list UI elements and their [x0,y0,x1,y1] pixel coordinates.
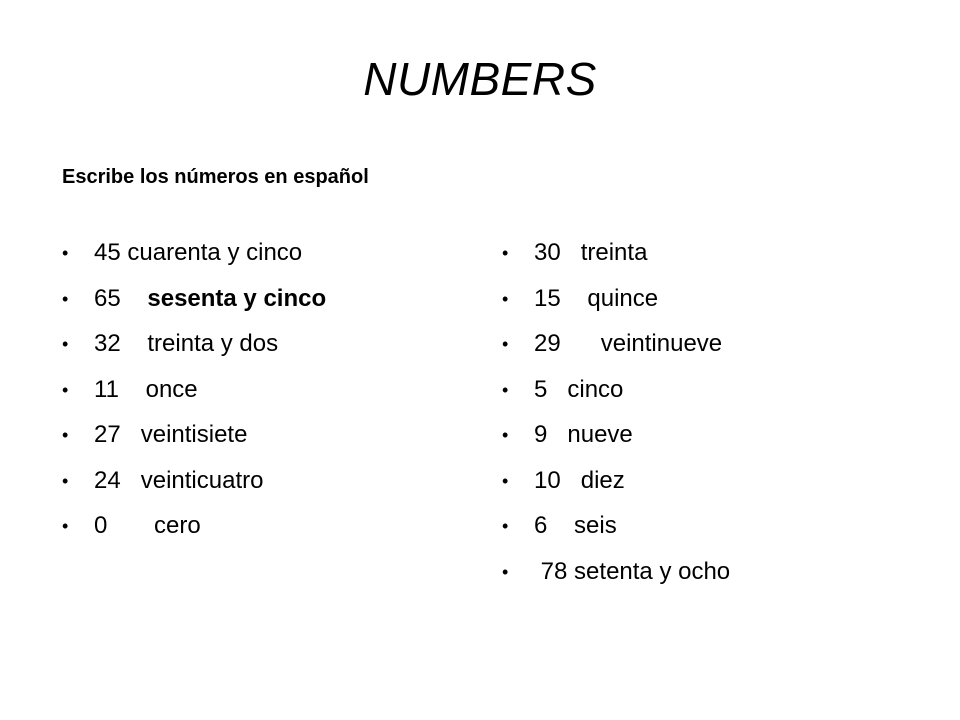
number-gap [547,376,567,403]
number-word: once [145,375,198,403]
number-entry [534,414,633,456]
bullet-icon: • [62,425,69,445]
bullet-icon: • [62,334,69,354]
number-word: cinco [567,375,624,403]
number-gap [547,421,567,448]
number-value: 11 [94,375,119,403]
number-entry [94,278,326,320]
number-gap [107,512,154,539]
number-word: sesenta y cinco [147,284,327,312]
slide-subtitle: Escribe los números en español [62,166,369,188]
number-entry [534,460,625,502]
number-entry [534,278,658,320]
list-item [502,460,922,506]
number-word: setenta y ocho [574,557,731,585]
number-entry [534,232,647,274]
number-entry [94,460,263,502]
list-item [62,505,462,551]
bullet-icon: • [502,288,509,309]
number-word: nueve [567,421,633,448]
list-item [62,323,462,369]
number-gap [561,239,581,266]
number-entry [94,414,247,456]
bullet-icon: • [502,561,509,582]
list-item [502,414,922,460]
number-value: 65 [94,284,121,312]
list-item [62,232,462,278]
number-entry [94,505,201,547]
number-value: 45 [94,239,121,266]
number-value: 29 [534,330,561,357]
list-item [62,369,462,415]
number-word: seis [574,512,617,539]
list-item [502,232,922,278]
number-word: treinta y dos [147,330,279,357]
bullet-icon: • [502,243,509,263]
number-word: quince [587,284,659,312]
list-item [502,369,922,415]
number-gap [121,421,141,448]
number-word: treinta [580,239,648,266]
number-word: veintisiete [140,421,248,448]
number-value: 27 [94,421,121,448]
number-entry [94,369,198,411]
number-entry [534,369,623,411]
list-item [62,414,462,460]
number-word: veintinueve [600,330,723,357]
number-value: 9 [534,421,548,448]
number-word: cuarenta y cinco [127,239,303,266]
number-value: 32 [94,330,121,357]
bullet-icon: • [62,243,69,263]
bullet-icon: • [62,516,69,536]
bullet-icon: • [502,379,509,400]
number-entry [534,551,730,593]
number-value: 78 [540,557,568,585]
list-item [502,323,922,369]
number-word: diez [580,466,625,494]
bullet-icon: • [502,425,509,445]
number-entry [94,232,302,274]
list-item [502,551,922,597]
left-number-list [62,232,462,551]
number-value: 24 [94,466,121,494]
list-item [62,460,462,506]
number-gap [121,467,141,494]
list-item [502,278,922,324]
number-gap [561,467,581,494]
bullet-icon: • [62,288,69,309]
number-gap [547,512,574,539]
number-value: 0 [94,512,108,539]
number-value: 15 [534,284,561,312]
number-value: 10 [534,466,561,494]
list-item [502,505,922,551]
number-gap [561,330,601,357]
number-gap [121,330,148,357]
number-word: veinticuatro [140,466,264,494]
number-gap [561,285,588,312]
list-item [62,278,462,324]
number-entry [94,323,278,365]
entry-prefix [534,558,541,585]
bullet-icon: • [502,516,509,536]
slide-title: NUMBERS [363,53,597,105]
bullet-icon: • [502,470,509,491]
number-value: 6 [534,512,548,539]
number-word: cero [154,512,201,539]
number-gap [119,376,146,403]
number-gap [121,285,148,312]
right-number-list [502,232,922,596]
bullet-icon: • [502,334,509,354]
number-entry [534,505,617,547]
number-value: 5 [534,375,548,403]
number-entry [534,323,722,365]
bullet-icon: • [62,379,69,400]
bullet-icon: • [62,470,69,491]
number-value: 30 [534,239,561,266]
